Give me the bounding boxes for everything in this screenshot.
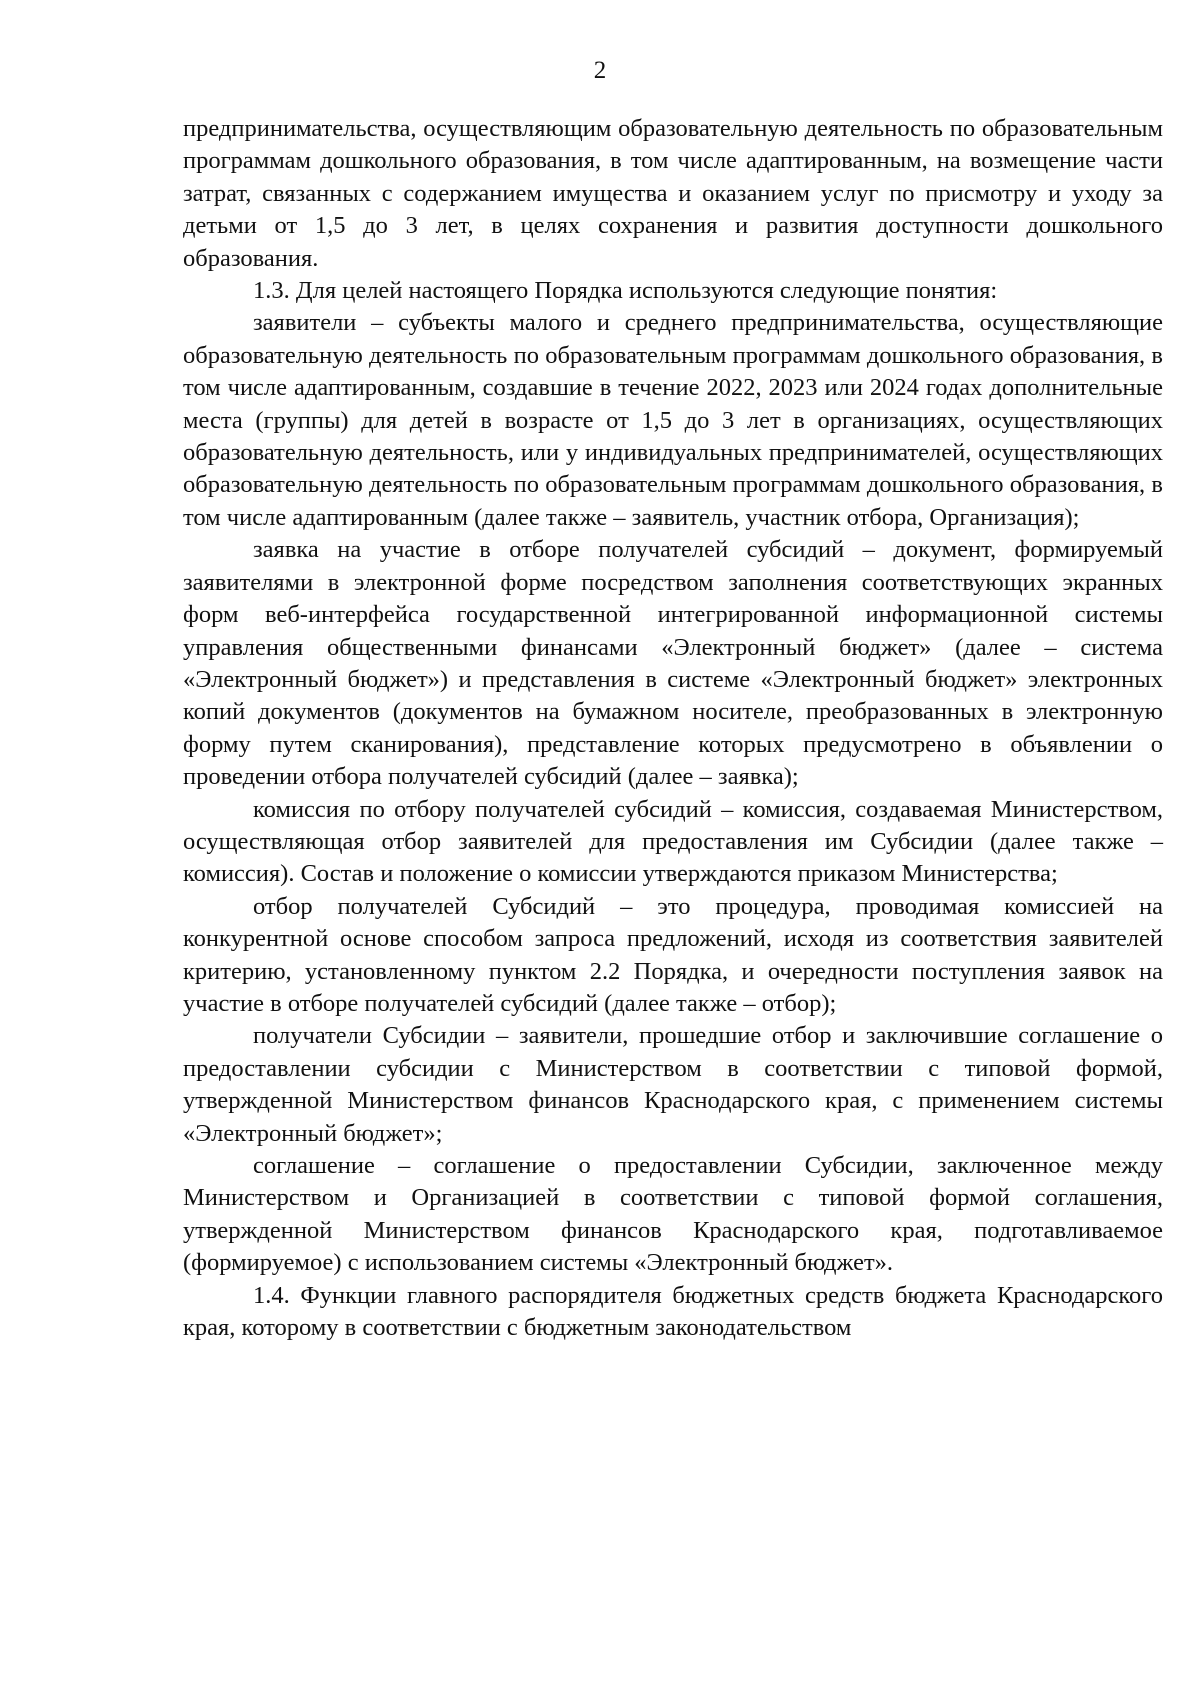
paragraph-definition-applicants: заявители – субъекты малого и среднего предпринимательства, осуществляющие образовательную деятельность по образовательным программам дошкольного образования, в том числе адаптированным, создавшие в течение 2022, 2023 или 2024 годах дополнительные места (группы) для детей в возрасте от 1,5 до 3 лет в организациях, осуществляющих образовательную деятельность, или у индивидуальных предпринимателей, осуществляющих образовательную деятельность по образовательным программам дошкольного образования, в том числе адаптированным (далее также – заявитель, участник отбора, Организация); [183, 309, 1163, 531]
paragraph-definition-selection: отбор получателей Субсидий – это процедура, проводимая комиссией на конкурентной основе способом запроса предложений, исходя из соответствия заявителей критерию, установленному пунктом 2.2 Порядка, и очередности поступления заявок на участие в отборе получателей субсидий (далее также – отбор); [183, 892, 1163, 1017]
page-number: 2 [593, 57, 607, 84]
paragraph-definition-agreement: соглашение – соглашение о предоставлении Субсидии, заключенное между Министерством и Организацией в соответствии с типовой формой соглашения, утвержденной Министерством финансов Краснодарского края, подготавливаемое (формируемое) с использованием системы «Электронный бюджет». [183, 1152, 1163, 1277]
paragraph-definition-commission: комиссия по отбору получателей субсидий – комиссия, создаваемая Министерством, осуществляющая отбор заявителей для предоставления им Субсидии (далее также – комиссия). Состав и положение о комиссии утверждаются приказом Министерства; [183, 795, 1163, 888]
paragraph-continuation: предпринимательства, осуществляющим образовательную деятельность по образовательным программам дошкольного образования, в том числе адаптированным, на возмещение части затрат, связанных с содержанием имущества и оказанием услуг по присмотру и уходу за детьми от 1,5 до 3 лет, в целях сохранения и развития доступности дошкольного образования. [183, 115, 1163, 272]
paragraph-definition-recipients: получатели Субсидии – заявители, прошедшие отбор и заключившие соглашение о предоставлении субсидии с Министерством в соответствии с типовой формой, утвержденной Министерством финансов Краснодарского края, с применением системы «Электронный бюджет»; [183, 1022, 1163, 1147]
paragraph-section-1-4: 1.4. Функции главного распорядителя бюджетных средств бюджета Краснодарского края, которому в соответствии с бюджетным законодательством [183, 1281, 1163, 1342]
paragraph-section-1-3: 1.3. Для целей настоящего Порядка используются следующие понятия: [253, 277, 998, 305]
document-body [183, 113, 1163, 1344]
paragraph-definition-application: заявка на участие в отборе получателей субсидий – документ, формируемый заявителями в электронной форме посредством заполнения соответствующих экранных форм веб-интерфейса государственной интегрированной информационной системы управления общественными финансами «Электронный бюджет» (далее – система «Электронный бюджет») и представления в системе «Электронный бюджет» электронных копий документов (документов на бумажном носителе, преобразованных в электронную форму путем сканирования), представление которых предусмотрено в объявлении о проведении отбора получателей субсидий (далее – заявка); [183, 536, 1163, 791]
